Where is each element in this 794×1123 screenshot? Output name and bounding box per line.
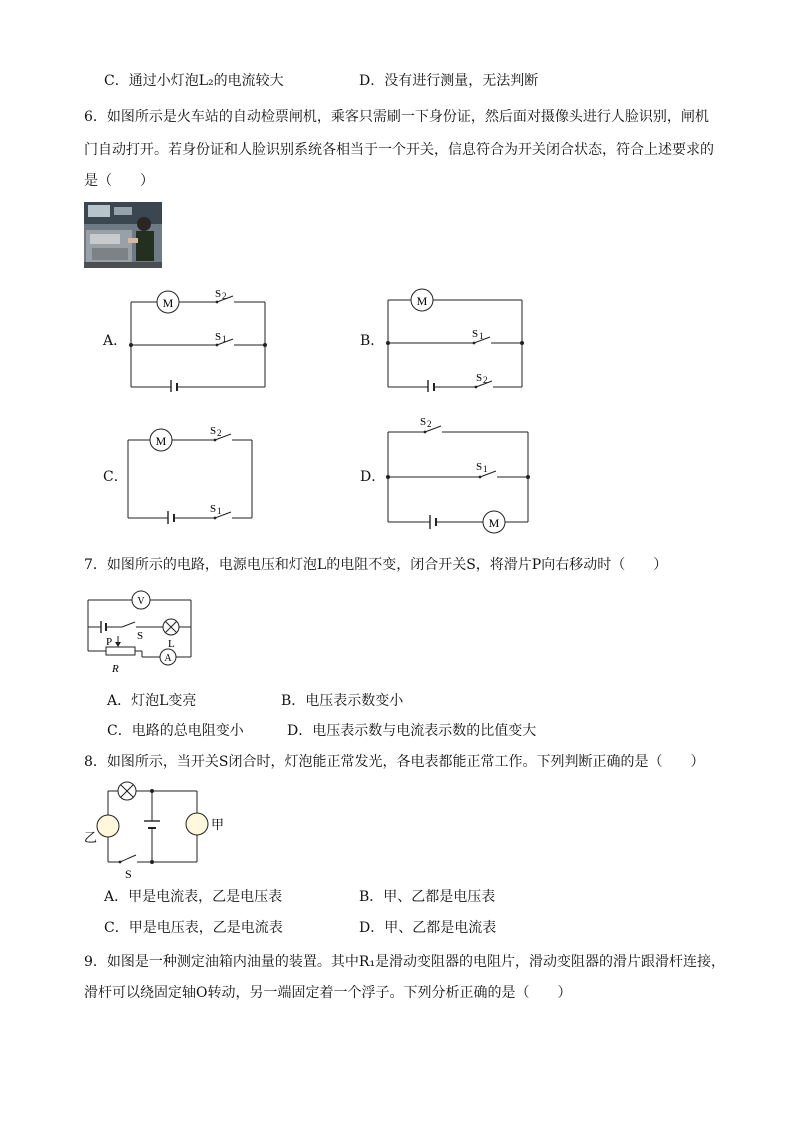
ticket-gate-photo [84,202,162,268]
q8-option-c: C．甲是电压表，乙是电流表 [104,920,283,936]
q9-stem-line1: 9．如图是一种测定油箱内油量的装置。其中R₁是滑动变阻器的电阻片，滑动变阻器的滑片跟滑杆连接， [84,954,726,970]
q8-circuit [82,780,232,880]
q7-option-a: A．灯泡L变亮 [107,693,197,709]
q6-option-a-circuit [125,286,270,392]
switch-label: S [215,288,222,300]
switch-subscript: 2 [483,375,488,385]
q6-option-b-circuit [382,288,527,392]
q6-option-a-label: A． [103,333,128,349]
motor-label: M [155,434,167,448]
q6-option-c-label: C． [103,469,128,485]
switch-label: S [420,416,427,428]
q7-option-b: B．电压表示数变小 [281,693,404,709]
switch-label: S [125,867,132,880]
switch-subscript: 2 [217,428,222,438]
q8-option-a: A．甲是电流表，乙是电压表 [104,889,283,905]
switch-subscript: 2 [222,291,227,301]
meter-yi-label: 乙 [84,830,98,845]
q5-option-d: D．没有进行测量，无法判断 [359,73,539,89]
switch-label: S [210,425,217,437]
q8-option-d: D．甲、乙都是电流表 [359,920,497,936]
q8-option-b: B．甲、乙都是电压表 [359,889,496,905]
q6-option-c-circuit [122,424,258,524]
lamp-label: L [168,638,175,650]
rheostat-label: R [112,663,119,675]
switch-label: S [476,461,483,473]
switch-subscript: 1 [217,506,222,516]
q6-option-b-label: B． [360,333,385,349]
q6-stem-line1: 6．如图所示是火车站的自动检票闸机，乘客只需刷一下身份证，然后面对摄像头进行人脸识别，闸机 [84,109,709,125]
q7-option-c: C．电路的总电阻变小 [107,723,244,739]
switch-label: S [215,331,222,343]
switch-subscript: 1 [222,334,227,344]
switch-subscript: 1 [483,464,488,474]
q7-stem: 7．如图所示的电路，电源电压和灯泡L的电阻不变，闭合开关S，将滑片P向右移动时（ ） [84,557,668,573]
q8-stem: 8．如图所示，当开关S闭合时，灯泡能正常发光，各电表都能正常工作。下列判断正确的是（ ） [84,754,705,770]
q7-option-d: D．电压表示数与电流表示数的比值变大 [287,723,537,739]
q5-option-c: C．通过小灯泡L₂的电流较大 [104,73,284,89]
q7-circuit [82,588,198,678]
switch-label: S [476,372,483,384]
q6-stem-line2: 门自动打开。若身份证和人脸识别系统各相当于一个开关，信息符合为开关闭合状态，符合上述要求的 [84,142,714,158]
q6-stem-line3: 是（ ） [84,173,154,189]
q6-option-d-label: D． [360,469,386,485]
motor-label: M [162,296,174,310]
slider-label: P [106,636,113,648]
switch-label: S [472,328,479,340]
q6-option-d-circuit [382,412,532,536]
switch-subscript: 1 [479,331,484,341]
motor-label: M [416,294,428,308]
meter-jia-label: 甲 [211,817,225,832]
switch-label: S [137,630,144,642]
switch-label: S [210,503,217,515]
q9-stem-line2: 滑杆可以绕固定轴O转动，另一端固定着一个浮子。下列分析正确的是（ ） [84,985,572,1001]
voltmeter-label: V [137,596,145,607]
ammeter-label: A [164,653,172,664]
motor-label: M [488,516,500,530]
switch-subscript: 2 [427,419,432,429]
